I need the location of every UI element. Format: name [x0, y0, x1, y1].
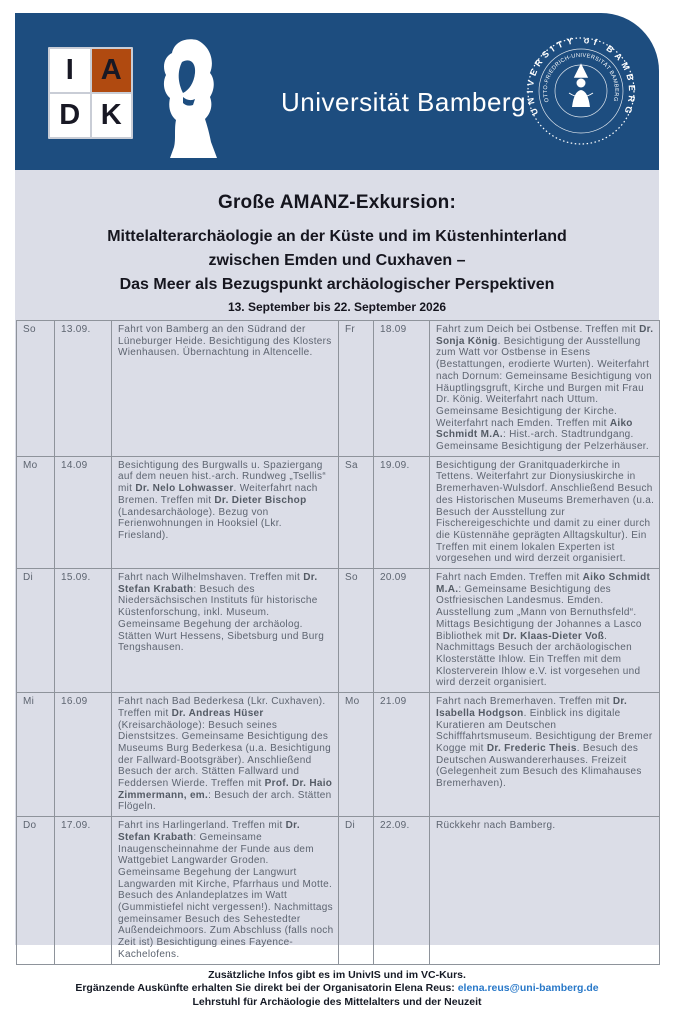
date-cell: 20.09 [374, 569, 430, 693]
person-name: Dr. Andreas Hüser [171, 707, 264, 719]
description-text: . Besuch des Deutschen Auswandererhauses. Freizeit (Gelegenheit zum Besuch des Klimahauses Bremerhaven). [436, 742, 642, 790]
description-text: . Nachmittags Besuch der archäologischen Klosterstätte Ihlow. Ein Treffen mit dem Klosterverein Ihlow e.V. ist vorgesehen und wird derzeit organisiert. [436, 630, 641, 689]
schedule-row [17, 321, 660, 457]
schedule-body [17, 321, 660, 965]
description-text: : Gemeinsame Besichtigung des Ostfriesischen Landesmus. Emden. Ausstellung zum „Mann von Bernuthsfeld“. Mittags Besichtigung der Johannes a Lasco Bibliothek mit [436, 583, 642, 642]
person-name: Dr. Frederic Theis [486, 742, 577, 754]
subtitle-line-2: zwischen Emden und Cuxhaven – [208, 252, 466, 269]
day-cell: Mo [17, 456, 55, 568]
person-name: Dr. Sonja König [436, 324, 654, 347]
day-cell: Sa [339, 456, 374, 568]
description-text: : Besuch der arch. Stätten Flögeln. [118, 789, 332, 813]
description-text: Fahrt nach Bremerhaven. Treffen mit [436, 696, 613, 708]
description-text: Fahrt zum Deich bei Ostbense. Treffen mit [436, 324, 640, 335]
day-cell: Di [17, 569, 55, 693]
person-name: Aiko Schmidt M.A. [436, 572, 651, 595]
date-cell: 13.09. [55, 321, 112, 457]
footer-line-3: Lehrstuhl für Archäologie des Mittelalters und der Neuzeit [192, 995, 482, 1008]
date-cell: 14.09 [55, 456, 112, 568]
document-body [15, 170, 659, 1008]
footer [15, 969, 659, 1009]
university-name: Universität Bamberg [281, 87, 527, 117]
iadk-logo [48, 47, 133, 139]
date-cell: 17.09. [55, 817, 112, 964]
description-text: . Einblick ins digitale Kuratieren am Deutschen Schifffahrtsmuseum. Besichtigung der Bremer Kogge mit [436, 707, 653, 754]
schedule-row [17, 693, 660, 817]
iadk-logo-letter-i: I [50, 49, 90, 92]
description-cell [430, 569, 660, 693]
email-link[interactable]: elena.reus@uni-bamberg.de [457, 982, 599, 995]
day-cell: So [17, 321, 55, 457]
description-cell [112, 569, 339, 693]
description-cell [430, 817, 660, 964]
schedule-table [16, 320, 660, 965]
page-title: Große AMANZ-Exkursion: [217, 192, 457, 213]
day-cell: Do [17, 817, 55, 964]
bust-illustration [153, 35, 241, 161]
university-seal-icon [525, 35, 637, 147]
schedule-row [17, 817, 660, 964]
person-name: Dr. Stefan Krabath [118, 572, 318, 595]
date-cell: 21.09 [374, 693, 430, 817]
description-text: Fahrt nach Emden. Treffen mit [436, 572, 583, 584]
footer-line-2 [15, 982, 659, 996]
description-text: . Weiterfahrt nach Bremen. Treffen mit [118, 483, 318, 506]
day-cell: Di [339, 817, 374, 964]
subtitle-line-1: Mittelalterarchäologie an der Küste und im Küstenhinterland [107, 228, 567, 245]
description-text: Besichtigung der Granitquaderkirche in Tettens. Weiterfahrt zur Dionysiuskirche in Bremerhaven-Wulsdorf. Anschließend Besuch des Historischen Museums Bremerhaven (u.a. Besuch der Ausstellung zur Fischereigeschichte und damit zu einer durch die Küstennähe geprägten Alltagskultur). Ein Treffen mit einem lokalen Experten ist vorgesehen und wird derzeit organisiert. [436, 459, 655, 565]
date-cell: 16.09 [55, 693, 112, 817]
day-cell: Fr [339, 321, 374, 457]
description-text: . Besichtigung der Ausstellung zum Watt vor Ostbense in Esens (Bestattungen, erodierte Wurten). Weiterfahrt nach Dornum: Gemeinsame Besichtigung von Häuptlingsgruft, Kirche und Burgen mit Frau Dr. König. Weiterfahrt nach Uttum. Gemeinsame Besichtigung der Kirche. Weiterfahrt nach Emden. Treffen mit [436, 335, 652, 429]
description-text: : Gemeinsame Inaugenscheinnahme der Funde aus dem Wattgebiet Langwarder Groden. Gemeinsame Begehung der Langwurt Langwarden mit Kirche, Pfarrhaus und Motte. Besuch des Anlandeplatzes im Watt (Gummistiefel nicht vergessen!). Nachmittags gemeinsamer Besuch des Sehestedter Außendeichmoors. Zum Abschluss (falls noch Zeit ist) Besichtigung eines Fayence-Kachelofens. [118, 831, 334, 960]
svg-text:UNIVERSITY of BAMBERG: UNIVERSITY of BAMBERG [525, 35, 637, 117]
description-cell [430, 456, 660, 568]
date-cell: 19.09. [374, 456, 430, 568]
person-name: Dr. Isabella Hodgson [436, 696, 628, 719]
description-cell [430, 321, 660, 457]
description-text: Fahrt nach Wilhelmshaven. Treffen mit [118, 572, 304, 584]
header-band [15, 13, 659, 170]
description-cell [430, 693, 660, 817]
svg-text:OTTO-FRIEDRICH-UNIVERSITÄT BAM: OTTO-FRIEDRICH-UNIVERSITÄT BAMBERG [542, 52, 620, 103]
date-cell: 22.09. [374, 817, 430, 964]
day-cell: So [339, 569, 374, 693]
person-name: Dr. Nelo Lohwasser [135, 483, 234, 495]
subtitle [15, 225, 659, 297]
description-text: : Besuch des Niedersächsischen Instituts für historische Küstenforschung, inkl. Museum. Gemeinsame Begehung der archäolog. Stätten Wurt Hessens, Sibetsburg und Burg Tengshausen. [118, 583, 325, 654]
iadk-logo-letter-a: A [92, 49, 132, 92]
person-name: Dr. Stefan Krabath [118, 820, 300, 843]
description-cell [112, 456, 339, 568]
day-cell: Mi [17, 693, 55, 817]
seal-bishop-figure [569, 65, 593, 107]
person-name: Dr. Klaas-Dieter Voß [502, 630, 605, 642]
date-cell: 18.09 [374, 321, 430, 457]
schedule-row [17, 569, 660, 693]
description-text: Rückkehr nach Bamberg. [436, 820, 556, 832]
schedule-row [17, 456, 660, 568]
iadk-logo-letter-k: K [92, 94, 132, 137]
description-text: Besichtigung des Burgwalls u. Spaziergang auf dem neuen hist.-arch. Rundweg „Tsellis“ mit [118, 459, 326, 495]
person-name: Dr. Dieter Bischop [214, 494, 307, 506]
excursion-flyer [15, 13, 659, 1008]
description-cell [112, 321, 339, 457]
description-text: Fahrt ins Harlingerland. Treffen mit [118, 820, 286, 832]
date-range: 13. September bis 22. September 2026 [227, 300, 447, 314]
person-name: Prof. Dr. Haio Zimmermann, em. [118, 778, 333, 801]
day-cell: Mo [339, 693, 374, 817]
description-text: (Kreisarchäologe): Besuch seines Dienstsitzes. Gemeinsame Besichtigung des Museums Burg Bederkesa (u.a. Besichtigung der Fallward-Bootsgräber). Anschließend Besuch der arch. Stätten Fallward und Feddersen Wierde. Treffen mit [118, 719, 331, 790]
description-text: Fahrt nach Bad Bederkesa (Lkr. Cuxhaven). Treffen mit [118, 696, 326, 719]
footer-line-1: Zusätzliche Infos gibt es im UnivIS und im VC-Kurs. [208, 968, 466, 981]
iadk-logo-letter-d: D [50, 94, 90, 137]
description-cell [112, 817, 339, 964]
subtitle-line-3: Das Meer als Bezugspunkt archäologischer Perspektiven [119, 276, 555, 293]
description-cell [112, 693, 339, 817]
person-name: Aiko Schmidt M.A. [436, 417, 633, 441]
date-cell: 15.09. [55, 569, 112, 693]
description-text: (Landesarchäologe). Bezug von Ferienwohnungen in Hooksiel (Lkr. Friesland). [118, 506, 282, 541]
footer-line-2-text: Ergänzende Auskünfte erhalten Sie direkt bei der Organisatorin Elena Reus: [75, 982, 458, 995]
description-text: Fahrt von Bamberg an den Südrand der Lüneburger Heide. Besichtigung des Klosters Wienhausen. Übernachtung in Altencelle. [118, 324, 332, 359]
description-text: : Hist.-arch. Stadtrundgang. Gemeinsame Besichtigung der Pelzerhäuser. [436, 429, 649, 453]
